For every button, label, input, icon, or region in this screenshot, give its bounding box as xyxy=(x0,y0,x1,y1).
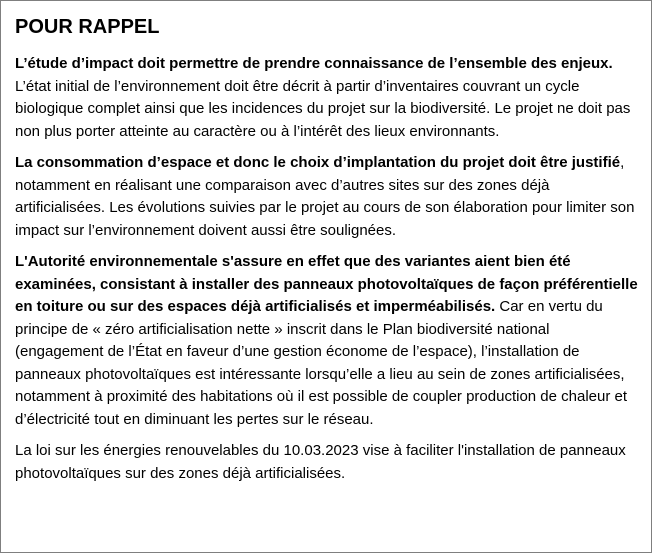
paragraph-land-consumption xyxy=(15,152,639,242)
paragraph-environmental-authority xyxy=(15,251,639,431)
paragraph-renewable-law xyxy=(15,440,639,485)
paragraph-impact-study xyxy=(15,53,639,143)
paragraph-bold-lead: La consommation d’espace et donc le choix d’implantation du projet doit être justifié xyxy=(15,154,621,171)
paragraph-body: , notamment en réalisant une comparaison avec d’autres sites sur des zones déjà artificialisées. Les évolutions suivies par le projet au cours de son élaboration pour limiter son impact sur l’environnement doivent aussi être soulignées. xyxy=(15,154,635,239)
reminder-content xyxy=(15,15,639,494)
box-title: POUR RAPPEL xyxy=(15,16,160,38)
paragraph-body: La loi sur les énergies renouvelables du 10.03.2023 vise à faciliter l'installation de panneaux photovoltaïques sur des zones déjà artificialisées. xyxy=(15,442,626,482)
paragraph-body: Car en vertu du principe de « zéro artificialisation nette » inscrit dans le Plan biodiversité national (engagement de l’État en faveur d’une gestion économe de l’espace), l’installation de panneaux photovoltaïques est intéressante lorsqu’elle a lieu au sein de zones artificialisées, notamment à proximité des habitations où il est possible de coupler production de chaleur et d’électricité tout en diminuant les pertes sur le réseau. xyxy=(15,298,628,428)
paragraph-body: L’état initial de l’environnement doit être décrit à partir d’inventaires couvrant un cycle biologique complet ainsi que les incidences du projet sur la biodiversité. Le projet ne doit pas non plus porter atteinte au caractère ou à l’intérêt des lieux environnants. xyxy=(15,77,631,140)
paragraph-bold-lead: L'Autorité environnementale s'assure en effet que des variantes aient bien été examinées, consistant à installer des panneaux photovoltaïques de façon préférentielle en toiture ou sur des espaces déjà artificialisés et imperméabilisés. xyxy=(15,253,638,315)
paragraph-bold-lead: L’étude d’impact doit permettre de prendre connaissance de l’ensemble des enjeux. xyxy=(15,55,613,72)
